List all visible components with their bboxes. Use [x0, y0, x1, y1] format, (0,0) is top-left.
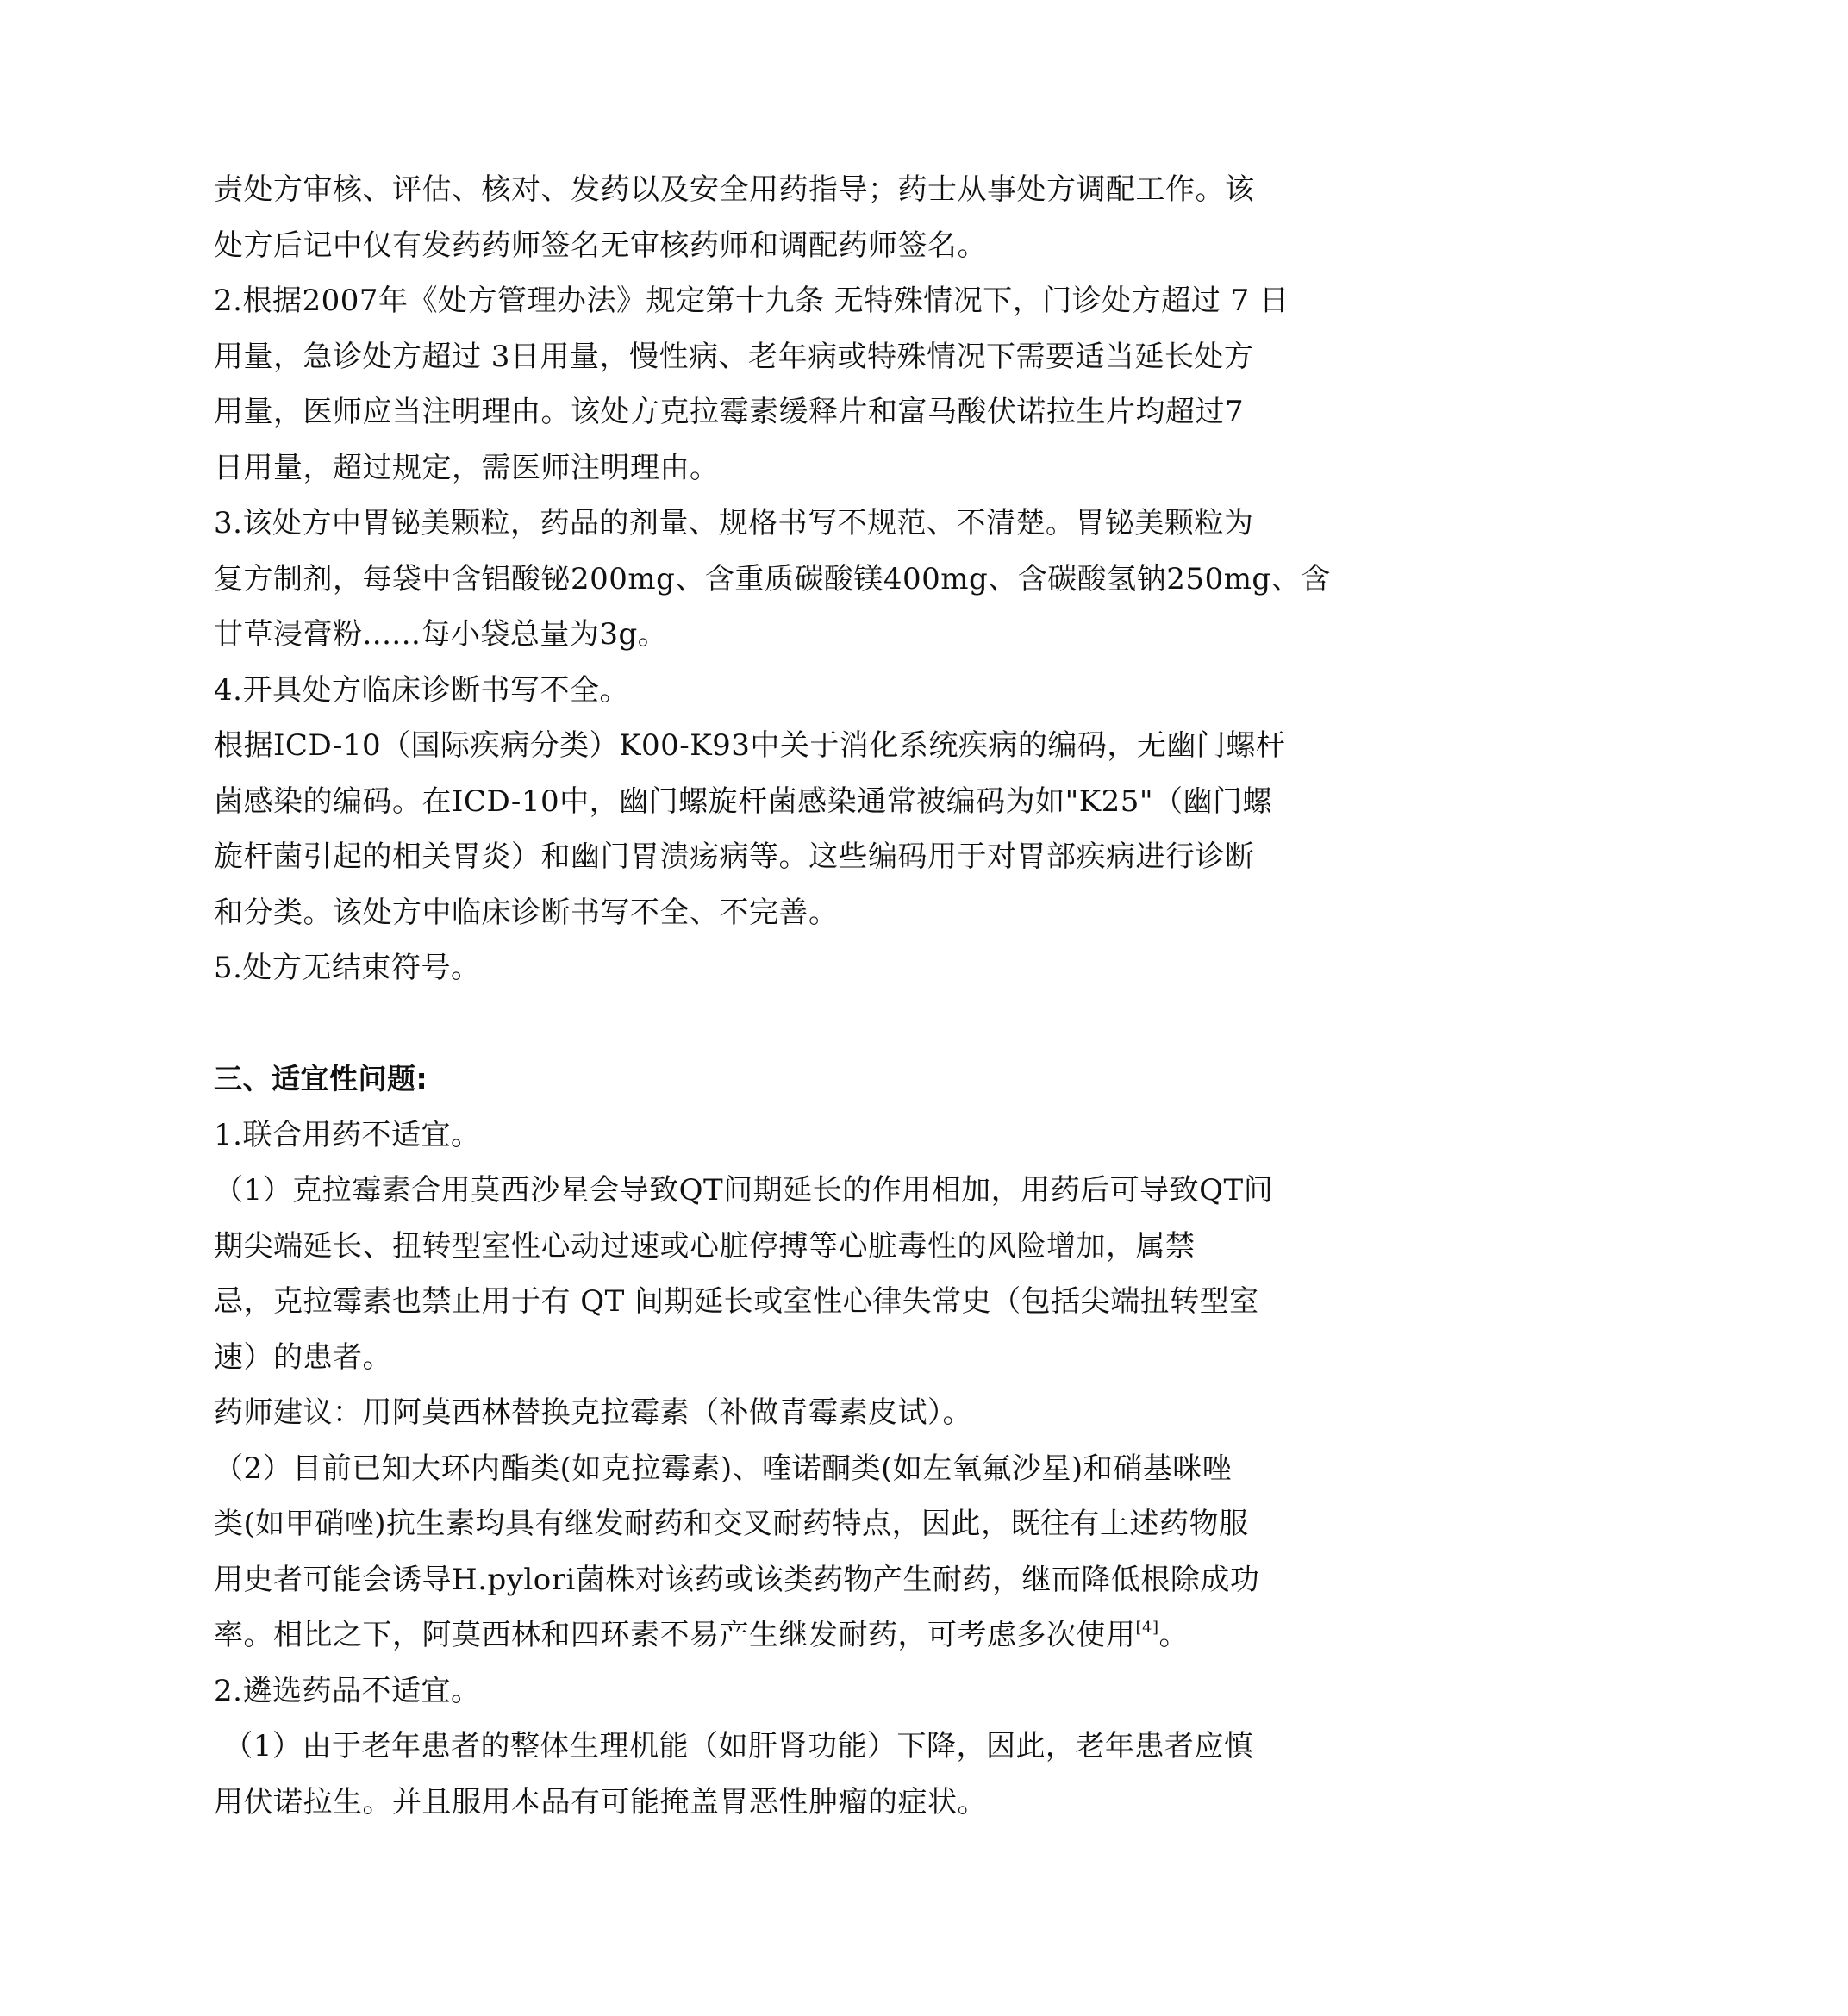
text-line: 根据ICD-10（国际疾病分类）K00-K93中关于消化系统疾病的编码，无幽门螺杆 — [214, 728, 1286, 763]
text-line: 用史者可能会诱导H.pylori菌株对该药或该类药物产生耐药，继而降低根除成功 — [214, 1562, 1260, 1597]
text-line: 4.开具处方临床诊断书写不全。 — [214, 672, 629, 708]
paragraph-antibiotic-resistance — [214, 1441, 1260, 1663]
document-body — [214, 162, 1331, 1830]
text-line: 责处方审核、评估、核对、发药以及安全用药指导；药士从事处方调配工作。该 — [214, 172, 1255, 207]
text-line: 期尖端延长、扭转型室性心动过速或心脏停搏等心脏毒性的风险增加，属禁 — [214, 1228, 1196, 1264]
text-line: 忌，克拉霉素也禁止用于有 QT 间期延长或室性心律失常史（包括尖端扭转型室 — [214, 1284, 1259, 1319]
citation-reference: [4] — [1135, 1619, 1159, 1637]
text-line: 2.根据2007年《处方管理办法》规定第十九条 无特殊情况下，门诊处方超过 7 日 — [214, 284, 1289, 318]
pharmacist-advice: 药师建议：用阿莫西林替换克拉霉素（补做青霉素皮试）。 — [214, 1395, 972, 1430]
paragraph-pharmacist-signature — [214, 162, 1255, 273]
text-line: （1）克拉霉素合用莫西沙星会导致QT间期延长的作用相加，用药后可导致QT间 — [214, 1173, 1274, 1208]
text-line: 用量，医师应当注明理由。该处方克拉霉素缓释片和富马酸伏诺拉生片均超过7 — [214, 395, 1245, 429]
paragraph-item-5-end-symbol — [214, 940, 1205, 996]
list-item-combination-drugs: 1.联合用药不适宜。 — [214, 1117, 481, 1152]
text-line: 5.处方无结束符号。 — [214, 951, 481, 985]
text-line: 3.该处方中胃铋美颗粒，药品的剂量、规格书写不规范、不清楚。胃铋美颗粒为 — [214, 506, 1254, 540]
text-line: （2）目前已知大环内酯类(如克拉霉素)、喹诺酮类(如左氧氟沙星)和硝基咪唑 — [214, 1451, 1233, 1486]
text-line: 处方后记中仅有发药药师签名无审核药师和调配药师签名。 — [214, 228, 987, 263]
text-line: 旋杆菌引起的相关胃炎）和幽门胃溃疡病等。这些编码用于对胃部疾病进行诊断 — [214, 839, 1255, 874]
text-fragment: 率。相比之下，阿莫西林和四环素不易产生继发耐药，可考虑多次使用 — [214, 1618, 1136, 1652]
paragraph-item-2-dosage-days — [214, 273, 1289, 496]
text-line: 用量，急诊处方超过 3日用量，慢性病、老年病或特殊情况下需要适当延长处方 — [214, 339, 1254, 374]
text-line: （1）由于老年患者的整体生理机能（如肝肾功能）下降，因此，老年患者应慎 — [214, 1729, 1254, 1763]
text-line: 菌感染的编码。在ICD-10中，幽门螺旋杆菌感染通常被编码为如"K25"（幽门螺 — [214, 783, 1273, 819]
text-line: 甘草浸膏粉......每小袋总量为3g。 — [214, 617, 668, 652]
paragraph-clarithromycin-qt — [214, 1163, 1274, 1385]
text-line: 和分类。该处方中临床诊断书写不全、不完善。 — [214, 895, 839, 930]
paragraph-vonoprazan-elderly — [214, 1719, 1254, 1830]
text-line: 类(如甲硝唑)抗生素均具有继发耐药和交叉耐药特点，因此，既往有上述药物服 — [214, 1507, 1249, 1541]
text-line — [214, 1607, 1205, 1663]
paragraph-item-3-granule-spec — [214, 496, 1331, 663]
paragraph-item-4-diagnosis — [214, 663, 1205, 719]
text-line: 复方制剂，每袋中含铝酸铋200mg、含重质碳酸镁400mg、含碳酸氢钠250mg、含 — [214, 561, 1331, 596]
paragraph-icd10-note — [214, 718, 1286, 940]
section-heading: 三、适宜性问题: — [214, 1062, 428, 1095]
list-item-drug-selection: 2.遴选药品不适宜。 — [214, 1673, 481, 1708]
text-fragment: 。 — [1158, 1618, 1189, 1652]
text-line: 速）的患者。 — [214, 1339, 392, 1375]
blank-line — [214, 996, 1205, 1052]
text-line: 日用量，超过规定，需医师注明理由。 — [214, 450, 720, 485]
text-line: 用伏诺拉生。并且服用本品有可能掩盖胃恶性肿瘤的症状。 — [214, 1784, 987, 1819]
